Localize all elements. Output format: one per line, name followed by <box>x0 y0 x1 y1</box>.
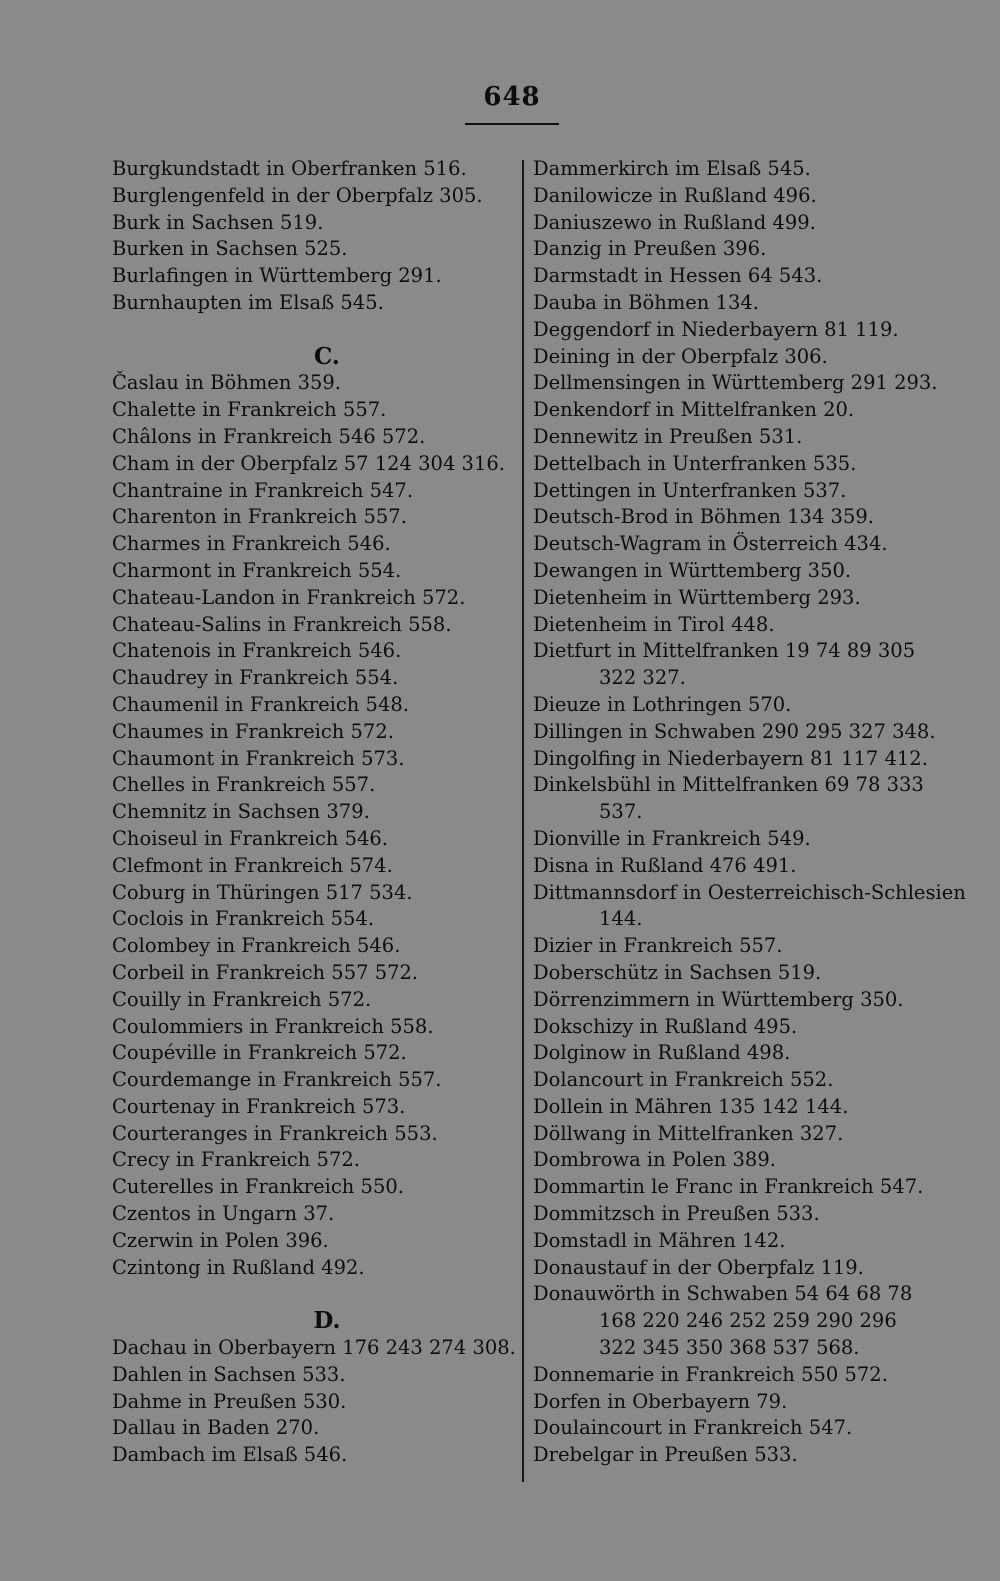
index-entry-text: Chateau-Salins in Frankreich 558. <box>112 612 452 636</box>
index-entry <box>112 156 512 183</box>
index-entry-text: Dellmensingen in Württemberg 291 293. <box>533 371 938 395</box>
index-entry <box>112 424 512 451</box>
index-entry-text: Časlau in Böhmen 359. <box>112 371 342 395</box>
index-entry <box>533 880 966 934</box>
index-entry-text: Corbeil in Frankreich 557 572. <box>112 960 419 984</box>
index-entry <box>112 1255 512 1282</box>
index-entry <box>533 183 933 210</box>
index-entry-text: Chaudrey in Frankreich 554. <box>112 666 399 690</box>
index-entry-text: Coburg in Thüringen 517 534. <box>112 880 413 904</box>
index-entry-text: Danzig in Preußen 396. <box>533 237 767 261</box>
index-entry-text: Donaustauf in der Oberpfalz 119. <box>533 1255 864 1279</box>
index-entry <box>112 692 512 719</box>
index-entry <box>533 397 933 424</box>
index-entry-text: Couilly in Frankreich 572. <box>112 987 372 1011</box>
index-entry <box>533 1362 933 1389</box>
index-entry <box>112 1335 516 1362</box>
index-entry-text: Chaumont in Frankreich 573. <box>112 746 405 770</box>
index-entry-text: Deutsch-Brod in Böhmen 134 359. <box>533 505 874 529</box>
index-entry-continuation: 144. <box>599 907 643 931</box>
index-entry-text: Dammerkirch im Elsaß 545. <box>533 157 811 180</box>
index-entry <box>112 906 512 933</box>
index-entry-text: Doulaincourt in Frankreich 547. <box>533 1416 853 1440</box>
index-entry-text: Darmstadt in Hessen 64 543. <box>533 264 823 288</box>
index-entry <box>533 987 933 1014</box>
index-entry <box>533 746 933 773</box>
index-entry-text: Deining in der Oberpfalz 306. <box>533 344 828 368</box>
index-entry <box>533 1067 933 1094</box>
index-entry-text: Disna in Rußland 476 491. <box>533 853 797 877</box>
index-entry <box>533 1174 933 1201</box>
index-entry <box>533 692 933 719</box>
index-entry-text: Dokschizy in Rußland 495. <box>533 1014 798 1038</box>
index-entry <box>533 1094 933 1121</box>
index-entry <box>112 558 512 585</box>
index-entry-text: Dettingen in Unterfranken 537. <box>533 478 847 502</box>
index-entry-text: Burlafingen in Württemberg 291. <box>112 264 442 288</box>
index-entry <box>112 531 512 558</box>
index-entry-text: Döllwang in Mittelfranken 327. <box>533 1121 844 1145</box>
index-entry-text: Dietfurt in Mittelfranken 19 74 89 305 <box>533 639 916 663</box>
index-entry <box>533 1442 933 1469</box>
index-entry-text: Dizier in Frankreich 557. <box>533 934 783 958</box>
index-entry <box>533 504 933 531</box>
index-entry <box>112 960 512 987</box>
index-entry <box>112 397 512 424</box>
index-entry <box>112 772 512 799</box>
index-entry <box>112 933 512 960</box>
index-entry-text: Czerwin in Polen 396. <box>112 1228 329 1252</box>
index-entry-text: Dettelbach in Unterfranken 535. <box>533 451 857 475</box>
index-entry <box>112 799 512 826</box>
index-entry <box>112 612 512 639</box>
index-entry <box>112 236 512 263</box>
index-entry-text: Châlons in Frankreich 546 572. <box>112 424 426 448</box>
index-entry-text: Dolginow in Rußland 498. <box>533 1041 791 1065</box>
index-entry-text: Coupéville in Frankreich 572. <box>112 1041 407 1065</box>
index-entry-text: Courtenay in Frankreich 573. <box>112 1094 406 1118</box>
index-entry <box>112 746 512 773</box>
index-entry-text: Cuterelles in Frankreich 550. <box>112 1175 404 1199</box>
index-entry <box>112 183 512 210</box>
index-entry <box>533 1014 933 1041</box>
index-entry <box>112 826 512 853</box>
index-entry-text: Daniuszewo in Rußland 499. <box>533 210 816 234</box>
index-entry <box>112 504 512 531</box>
index-column-right <box>533 156 966 1469</box>
index-entry <box>533 585 933 612</box>
index-entry-text: Charenton in Frankreich 557. <box>112 505 407 529</box>
index-entry <box>112 263 512 290</box>
section-spacer <box>112 317 512 344</box>
index-entry-text: Dahlen in Sachsen 533. <box>112 1362 346 1386</box>
index-entry <box>533 1040 933 1067</box>
index-entry-text: Dommartin le Franc in Frankreich 547. <box>533 1175 924 1199</box>
index-entry-text: Dillingen in Schwaben 290 295 327 348. <box>533 719 936 743</box>
index-entry-text: Chatenois in Frankreich 546. <box>112 639 402 663</box>
index-entry <box>533 960 933 987</box>
index-entry <box>112 478 512 505</box>
index-entry <box>533 370 938 397</box>
index-entry-continuation: 322 345 350 368 537 568. <box>599 1336 860 1360</box>
index-entry <box>533 853 933 880</box>
page-number-rule <box>465 123 559 125</box>
index-entry <box>533 826 933 853</box>
index-entry <box>112 451 512 478</box>
index-entry-text: Dennewitz in Preußen 531. <box>533 424 803 448</box>
index-entry <box>112 1014 512 1041</box>
index-entry-text: Burk in Sachsen 519. <box>112 210 324 234</box>
index-entry <box>112 987 512 1014</box>
index-entry <box>533 210 933 237</box>
index-entry-text: Deutsch-Wagram in Österreich 434. <box>533 532 888 556</box>
column-divider <box>522 160 524 1482</box>
index-entry <box>533 933 933 960</box>
index-entry-text: Dommitzsch in Preußen 533. <box>533 1202 820 1226</box>
index-entry <box>112 1147 512 1174</box>
index-entry-text: Domstadl in Mähren 142. <box>533 1228 786 1252</box>
index-entry <box>112 665 512 692</box>
index-entry-text: Dolancourt in Frankreich 552. <box>533 1068 834 1092</box>
index-entry <box>112 585 512 612</box>
index-entry-text: Crecy in Frankreich 572. <box>112 1148 360 1172</box>
index-entry <box>112 1442 512 1469</box>
index-entry-text: Burgkundstadt in Oberfranken 516. <box>112 157 467 180</box>
index-entry <box>533 558 933 585</box>
index-entry-text: Dallau in Baden 270. <box>112 1416 320 1440</box>
index-entry <box>533 156 933 183</box>
index-column-left <box>112 156 516 1469</box>
index-entry-text: Dollein in Mähren 135 142 144. <box>533 1094 849 1118</box>
index-entry-text: Chelles in Frankreich 557. <box>112 773 376 797</box>
index-entry-text: Chantraine in Frankreich 547. <box>112 478 414 502</box>
index-entry <box>533 1255 933 1282</box>
index-entry-text: Dinkelsbühl in Mittelfranken 69 78 333 <box>533 773 924 797</box>
index-entry-text: Doberschütz in Sachsen 519. <box>533 960 822 984</box>
index-entry <box>112 1121 512 1148</box>
index-entry <box>112 290 512 317</box>
index-entry <box>533 531 933 558</box>
index-entry <box>112 1389 512 1416</box>
index-entry-text: Chemnitz in Sachsen 379. <box>112 800 370 824</box>
index-entry-text: Coclois in Frankreich 554. <box>112 907 375 931</box>
index-entry <box>112 1067 512 1094</box>
index-entry-text: Dieuze in Lothringen 570. <box>533 692 792 716</box>
index-entry <box>112 1174 512 1201</box>
index-entry-text: Dewangen in Württemberg 350. <box>533 558 852 582</box>
index-entry-text: Dauba in Böhmen 134. <box>533 290 759 314</box>
index-entry-text: Drebelgar in Preußen 533. <box>533 1443 798 1467</box>
index-entry-continuation: 168 220 246 252 259 290 296 <box>599 1309 897 1333</box>
index-entry <box>112 638 512 665</box>
index-entry <box>533 1228 933 1255</box>
index-entry <box>533 263 933 290</box>
index-entry-text: Dittmannsdorf in Oesterreichisch-Schlesien <box>533 880 966 904</box>
index-entry <box>533 451 933 478</box>
index-entry <box>112 1362 512 1389</box>
section-spacer <box>112 1281 512 1308</box>
index-entry-text: Donnemarie in Frankreich 550 572. <box>533 1362 888 1386</box>
index-entry <box>533 317 933 344</box>
index-entry <box>533 1415 933 1442</box>
index-entry <box>533 290 933 317</box>
section-letter-heading: C. <box>314 342 340 370</box>
index-entry <box>533 1147 933 1174</box>
index-entry-text: Dörrenzimmern in Württemberg 350. <box>533 987 904 1011</box>
index-entry-text: Dorfen in Oberbayern 79. <box>533 1389 788 1413</box>
index-entry-text: Dingolfing in Niederbayern 81 117 412. <box>533 746 928 770</box>
index-entry-text: Charmes in Frankreich 546. <box>112 532 391 556</box>
index-entry-text: Colombey in Frankreich 546. <box>112 934 401 958</box>
index-entry-text: Czintong in Rußland 492. <box>112 1255 365 1279</box>
index-entry-continuation: 537. <box>599 800 643 824</box>
index-entry-text: Donauwörth in Schwaben 54 64 68 78 <box>533 1282 913 1306</box>
index-entry <box>112 1094 512 1121</box>
index-entry-text: Czentos in Ungarn 37. <box>112 1202 335 1226</box>
index-entry-text: Courdemange in Frankreich 557. <box>112 1068 442 1092</box>
index-entry-text: Burnhaupten im Elsaß 545. <box>112 290 384 314</box>
index-entry-text: Dionville in Frankreich 549. <box>533 826 811 850</box>
index-entry-text: Dambach im Elsaß 546. <box>112 1443 348 1467</box>
index-entry-text: Chalette in Frankreich 557. <box>112 398 387 422</box>
index-entry-text: Charmont in Frankreich 554. <box>112 558 402 582</box>
index-entry-text: Choiseul in Frankreich 546. <box>112 826 389 850</box>
index-entry-text: Chaumenil in Frankreich 548. <box>112 692 409 716</box>
index-entry <box>533 1201 933 1228</box>
index-entry <box>112 370 512 397</box>
index-entry <box>533 236 933 263</box>
index-entry-text: Deggendorf in Niederbayern 81 119. <box>533 317 899 341</box>
index-entry-text: Courteranges in Frankreich 553. <box>112 1121 438 1145</box>
index-entry <box>112 1415 512 1442</box>
index-entry-text: Burken in Sachsen 525. <box>112 237 348 261</box>
index-entry-text: Dombrowa in Polen 389. <box>533 1148 776 1172</box>
index-entry-text: Denkendorf in Mittelfranken 20. <box>533 398 855 422</box>
index-entry-text: Dietenheim in Tirol 448. <box>533 612 775 636</box>
index-entry-text: Burglengenfeld in der Oberpfalz 305. <box>112 183 483 207</box>
index-entry <box>533 344 933 371</box>
index-entry <box>112 1201 512 1228</box>
index-entry <box>533 478 933 505</box>
index-entry <box>533 1281 933 1361</box>
index-entry-text: Coulommiers in Frankreich 558. <box>112 1014 434 1038</box>
index-entry-text: Dahme in Preußen 530. <box>112 1389 347 1413</box>
index-entry <box>533 1121 933 1148</box>
index-entry <box>112 719 512 746</box>
index-entry <box>533 612 933 639</box>
index-entry <box>112 853 512 880</box>
index-entry <box>533 638 933 692</box>
index-entry-text: Clefmont in Frankreich 574. <box>112 853 393 877</box>
index-entry-text: Danilowicze in Rußland 496. <box>533 183 817 207</box>
index-entry <box>112 880 512 907</box>
index-entry-continuation: 322 327. <box>599 666 686 690</box>
index-entry-text: Cham in der Oberpfalz 57 124 304 316. <box>112 451 505 475</box>
index-entry <box>533 719 936 746</box>
section-letter-heading: D. <box>313 1307 341 1335</box>
index-entry-text: Chateau-Landon in Frankreich 572. <box>112 585 466 609</box>
page-number: 648 <box>483 82 541 112</box>
index-entry-text: Dachau in Oberbayern 176 243 274 308. <box>112 1336 516 1360</box>
index-entry <box>112 210 512 237</box>
index-entry-text: Chaumes in Frankreich 572. <box>112 719 394 743</box>
index-entry <box>112 1228 512 1255</box>
index-entry <box>533 1389 933 1416</box>
index-entry <box>112 1040 512 1067</box>
index-entry <box>533 772 933 826</box>
index-entry <box>533 424 933 451</box>
index-entry-text: Dietenheim in Württemberg 293. <box>533 585 861 609</box>
